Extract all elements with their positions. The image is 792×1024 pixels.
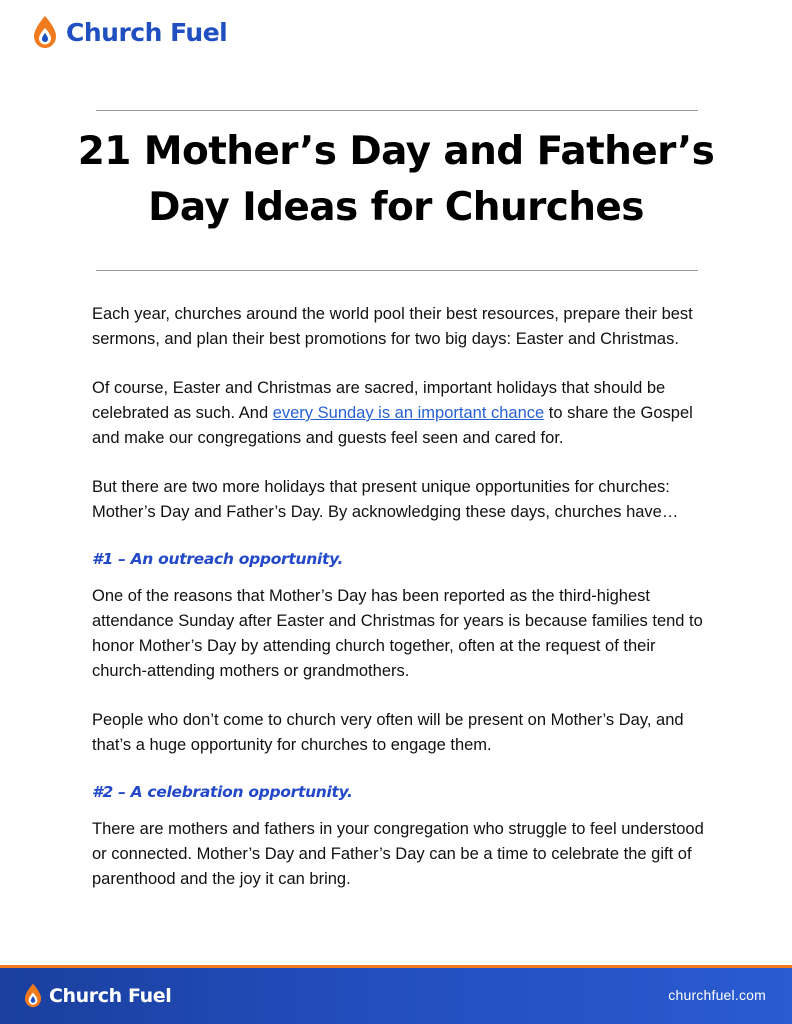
paragraph-text: to share the Gospel and make our congregations and guests feel seen and cared for. bbox=[92, 404, 693, 447]
paragraph-intro: Each year, churches around the world pool their best resources, prepare their best sermons, and plan their best promotions for two big days: Easter and Christmas. bbox=[92, 305, 693, 348]
top-divider bbox=[96, 110, 698, 111]
heading-outreach: #1 – An outreach opportunity. bbox=[92, 550, 344, 568]
every-sunday-link[interactable]: every Sunday is an important chance bbox=[272, 404, 545, 422]
heading-celebration: #2 – A celebration opportunity. bbox=[92, 783, 353, 801]
flame-drop-icon bbox=[30, 14, 60, 50]
bottom-divider bbox=[96, 270, 698, 271]
footer-bar bbox=[0, 965, 792, 1024]
page-title bbox=[60, 124, 732, 236]
footer-website[interactable]: churchfuel.com bbox=[668, 987, 766, 1003]
logo-text: Church Fuel bbox=[66, 17, 228, 47]
paragraph-text: Of course, Easter and Christmas are sacred, important holidays that should be celebrated as such. And bbox=[92, 379, 666, 422]
article-body bbox=[92, 302, 704, 916]
paragraph-outreach: One of the reasons that Mother’s Day has been reported as the third-highest attendance Sunday after Easter and Christmas for years is because families tend to honor Mother’s Day by attending church together, often at the request of their church-attending mothers or grandmothers. bbox=[92, 587, 703, 680]
footer-logo-text: Church Fuel bbox=[49, 984, 172, 1007]
paragraph-easter-christmas bbox=[92, 376, 704, 451]
flame-drop-icon bbox=[22, 982, 44, 1009]
title-line-1: 21 Mother’s Day and Father’s bbox=[77, 129, 715, 174]
title-line-2: Day Ideas for Churches bbox=[148, 185, 644, 230]
paragraph-celebration: There are mothers and fathers in your congregation who struggle to feel understood or connected. Mother’s Day and Father’s Day can be a time to celebrate the gift of parenthood and the joy it can bring. bbox=[92, 820, 704, 888]
header-logo bbox=[30, 12, 227, 52]
footer-logo bbox=[22, 982, 171, 1009]
paragraph-engage: People who don’t come to church very often will be present on Mother’s Day, and that’s a huge opportunity for churches to engage them. bbox=[92, 711, 684, 754]
paragraph-two-holidays: But there are two more holidays that present unique opportunities for churches: Mother’s Day and Father’s Day. By acknowledging these days, churches have… bbox=[92, 478, 679, 521]
